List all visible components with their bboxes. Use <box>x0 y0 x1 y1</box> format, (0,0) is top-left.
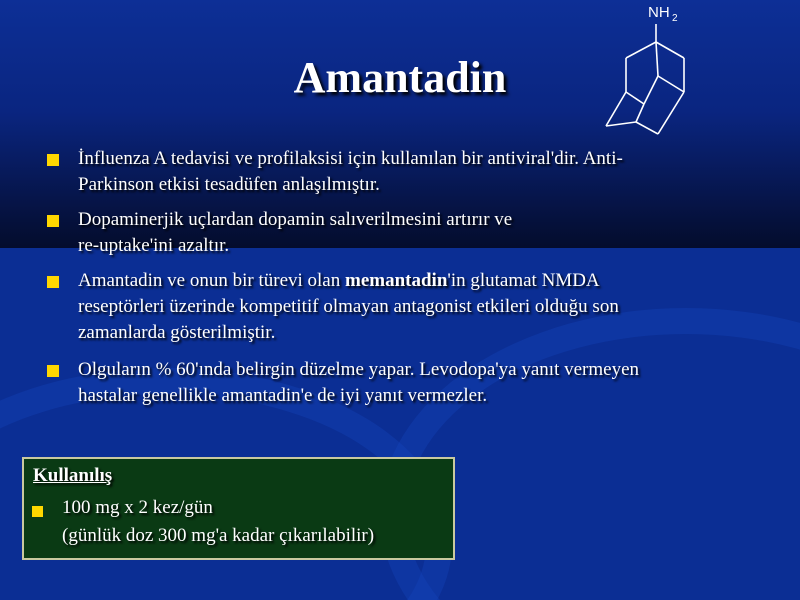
usage-dose-line: 100 mg x 2 kez/gün <box>62 497 213 518</box>
bullet-item <box>78 268 619 346</box>
bullet-marker <box>47 215 59 227</box>
bullet-marker <box>32 506 43 517</box>
bullet-marker <box>47 154 59 166</box>
usage-box <box>22 457 455 560</box>
bullet-item <box>78 207 512 259</box>
usage-max-dose-line: (günlük doz 300 mg'a kadar çıkarılabilir) <box>62 525 375 546</box>
molecule-label: NH <box>648 4 670 21</box>
bullet-line: Olguların % 60'ında belirgin düzelme yapar. Levodopa'ya yanıt vermeyen <box>78 359 640 380</box>
bullet-line: hastalar genellikle amantadin'e de iyi yanıt vermezler. <box>78 385 488 406</box>
bullet-marker <box>47 365 59 377</box>
bullet-line: Parkinson etkisi tesadüfen anlaşılmıştır. <box>78 174 380 195</box>
bullet-line: İnfluenza A tedavisi ve profilaksisi için kullanılan bir antiviral'dir. Anti- <box>78 148 623 169</box>
bullet-line: Dopaminerjik uçlardan dopamin salıverilmesini artırır ve <box>78 209 513 230</box>
bullet-marker <box>47 276 59 288</box>
bullet-bold-term: memantadin <box>345 270 448 291</box>
bullet-line <box>78 268 619 294</box>
molecule-label-subscript: 2 <box>672 13 678 24</box>
bullet-line: reseptörleri üzerinde kompetitif olmayan antagonist etkileri olduğu son <box>78 296 619 317</box>
slide-title: Amantadin <box>293 53 507 102</box>
bullet-line: zamanlarda gösterilmiştir. <box>78 322 276 343</box>
bullet-text: Amantadin ve onun bir türevi olan <box>78 270 345 291</box>
usage-box-title: Kullanılış <box>33 465 113 486</box>
bullet-text: 'in glutamat NMDA <box>447 270 600 291</box>
bullet-item <box>78 146 623 198</box>
bullet-line: re-uptake'ini azaltır. <box>78 235 230 256</box>
bullet-item <box>78 357 639 409</box>
